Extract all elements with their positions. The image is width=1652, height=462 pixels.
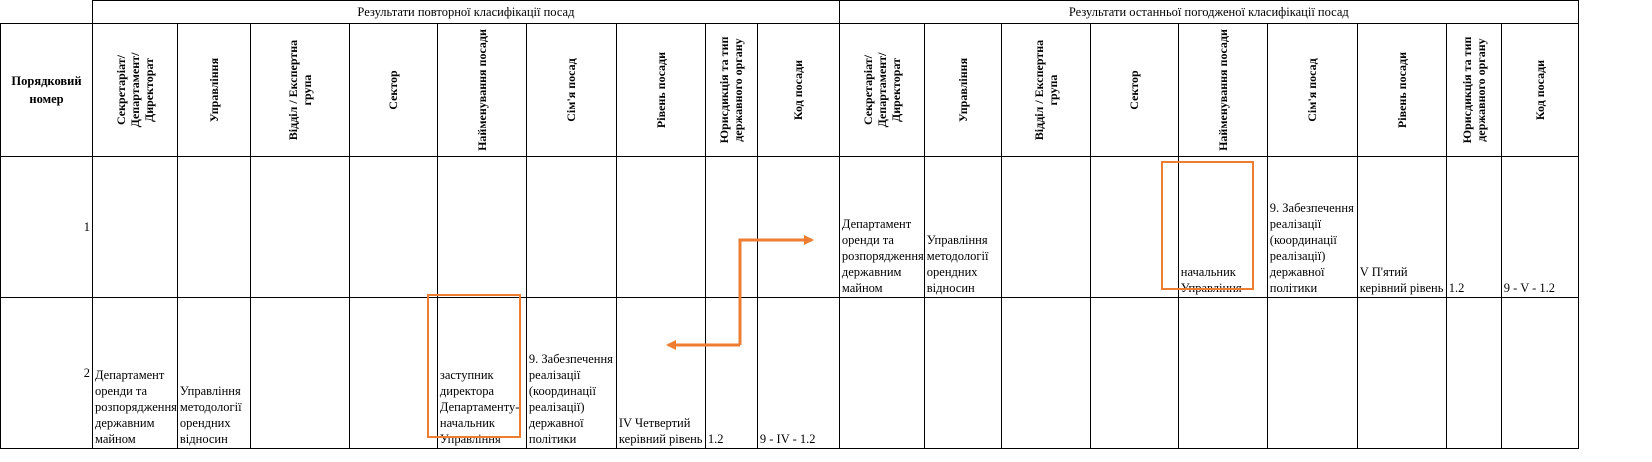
arrow-to-row1 xyxy=(740,240,812,345)
cell-left-position-code: 9 - IV - 1.2 xyxy=(757,298,839,449)
row-number-header: Порядковий номер xyxy=(1,24,93,157)
cell-right-jurisdiction: 1.2 xyxy=(1446,157,1501,298)
col-header-right-directorate: Управління xyxy=(924,24,1001,157)
cell-left-job-family: 9. Забезпечення реалізації (координації реалізації) державної політики xyxy=(526,298,616,449)
row-number: 2 xyxy=(1,298,93,449)
col-header-left-position-code: Код посади xyxy=(757,24,839,157)
row-number: 1 xyxy=(1,157,93,298)
cell-right-position-code: 9 - V - 1.2 xyxy=(1501,157,1578,298)
col-header-right-position-code: Код посади xyxy=(1501,24,1578,157)
cell-right-job-family: 9. Забезпечення реалізації (координації реалізації) державної політики xyxy=(1267,157,1357,298)
group-header-last-approved: Результати останньої погодженої класифікації посад xyxy=(839,1,1578,24)
col-header-right-jurisdiction: Юрисдикція та тип державного органу xyxy=(1446,24,1501,157)
cell-right-position-level: V П'ятий керівний рівень xyxy=(1357,157,1446,298)
cell-left-position-title: заступник директора Департаменту-начальник Управління xyxy=(437,298,526,449)
col-header-right-position-title: Найменування посади xyxy=(1178,24,1267,157)
cell-right-position-title: начальник Управління xyxy=(1178,157,1267,298)
col-header-right-sector: Сектор xyxy=(1090,24,1178,157)
col-header-left-department: Відділ / Експертна група xyxy=(250,24,349,157)
col-header-left-position-level: Рівень посади xyxy=(616,24,705,157)
col-header-right-position-level: Рівень посади xyxy=(1357,24,1446,157)
cell-right-secretariat: Департамент оренди та розпорядження державним майном xyxy=(839,157,924,298)
cell-left-position-level: IV Четвертий керівний рівень xyxy=(616,298,705,449)
cell-left-directorate: Управління методології орендних відносин xyxy=(177,298,250,449)
col-header-left-sector: Сектор xyxy=(349,24,437,157)
cell-right-directorate: Управління методології орендних відносин xyxy=(924,157,1001,298)
col-header-right-secretariat: Секретаріат/ Департамент/ Директорат xyxy=(839,24,924,157)
col-header-left-secretariat: Секретаріат/ Департамент/ Директорат xyxy=(93,24,178,157)
col-header-left-directorate: Управління xyxy=(177,24,250,157)
cell-left-secretariat: Департамент оренди та розпорядження державним майном xyxy=(93,298,178,449)
col-header-left-jurisdiction: Юрисдикція та тип державного органу xyxy=(705,24,757,157)
cell-left-jurisdiction: 1.2 xyxy=(705,298,757,449)
col-header-left-job-family: Сім'я посад xyxy=(526,24,616,157)
col-header-right-department: Відділ / Експертна група xyxy=(1001,24,1090,157)
col-header-right-job-family: Сім'я посад xyxy=(1267,24,1357,157)
group-header-reclassification: Результати повторної класифікації посад xyxy=(93,1,840,24)
col-header-left-position-title: Найменування посади xyxy=(437,24,526,157)
